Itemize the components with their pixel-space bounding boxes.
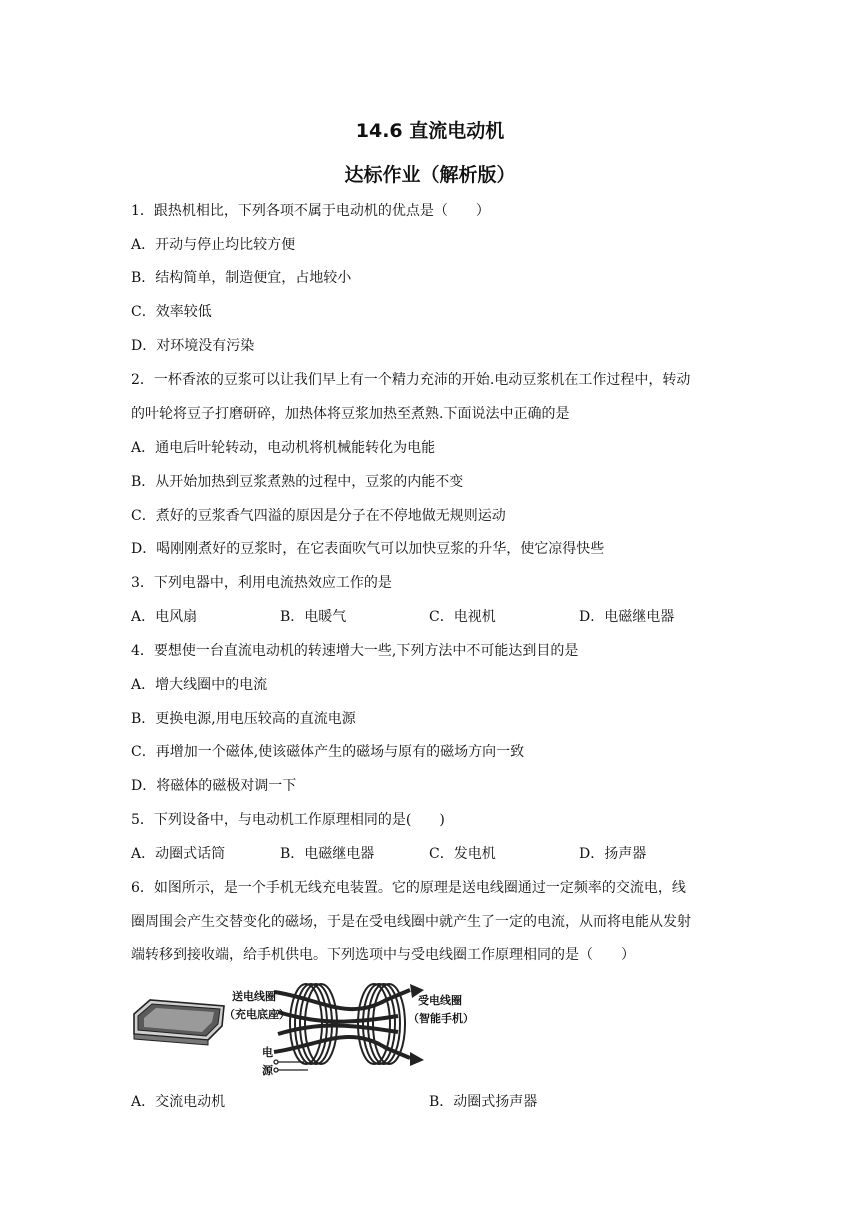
send-coil-label: 送电线圈 xyxy=(232,990,276,1003)
question-stem-line2: 圈周围会产生交替变化的磁场，于是在受电线圈中就产生了一定的电流，从而将电能从发射 xyxy=(131,914,691,930)
option-d: D．喝刚刚煮好的豆浆时，在它表面吹气可以加快豆浆的升华，使它凉得快些 xyxy=(131,541,605,557)
option-d: D．扬声器 xyxy=(579,846,647,862)
option-b: B．从开始加热到豆浆煮熟的过程中，豆浆的内能不变 xyxy=(131,474,464,490)
question-stem: 6．如图所示，是一个手机无线充电装置。它的原理是送电线圈通过一定频率的交流电，线 xyxy=(131,880,686,896)
option-b: B．电磁继电器 xyxy=(280,846,375,862)
option-a: A．电风扇 xyxy=(131,609,198,625)
power-label-2: 源 xyxy=(262,1064,273,1077)
page-subtitle: 达标作业（解析版） xyxy=(344,164,516,186)
wireless-charging-figure xyxy=(128,982,480,1082)
option-b: B．结构简单，制造便宜，占地较小 xyxy=(131,270,352,286)
page-title: 14.6 直流电动机 xyxy=(355,120,505,142)
receive-coil-sublabel: （智能手机） xyxy=(408,1012,474,1025)
option-b: B．电暖气 xyxy=(280,609,347,625)
question-stem-line2: 的叶轮将豆子打磨研碎，加热体将豆浆加热至煮熟.下面说法中正确的是 xyxy=(131,406,570,422)
question-stem-line3: 端转移到接收端，给手机供电。下列选项中与受电线圈工作原理相同的是（ ） xyxy=(131,947,635,963)
option-b: B．动圈式扬声器 xyxy=(429,1094,538,1110)
option-a: A．交流电动机 xyxy=(131,1094,226,1110)
question-stem: 2．一杯香浓的豆浆可以让我们早上有一个精力充沛的开始.电动豆浆机在工作过程中，转动 xyxy=(131,372,691,388)
power-label: 电 xyxy=(262,1046,273,1059)
option-a: A．动圈式话筒 xyxy=(131,846,226,862)
option-d: D．电磁继电器 xyxy=(579,609,675,625)
question-stem: 5．下列设备中，与电动机工作原理相同的是( ) xyxy=(131,812,445,828)
option-b: B．更换电源,用电压较高的直流电源 xyxy=(131,711,356,727)
question-stem: 1．跟热机相比，下列各项不属于电动机的优点是（ ） xyxy=(131,203,490,219)
option-c: C．发电机 xyxy=(429,846,496,862)
option-d: D．对环境没有污染 xyxy=(131,338,255,354)
option-c: C．煮好的豆浆香气四溢的原因是分子在不停地做无规则运动 xyxy=(131,508,506,524)
option-c: C．再增加一个磁体,使该磁体产生的磁场与原有的磁场方向一致 xyxy=(131,744,525,760)
power-leads xyxy=(274,1060,308,1072)
question-stem: 3．下列电器中，利用电流热效应工作的是 xyxy=(131,575,392,591)
option-c: C．电视机 xyxy=(429,609,496,625)
option-a: A．增大线圈中的电流 xyxy=(131,677,268,693)
option-c: C．效率较低 xyxy=(131,304,212,320)
option-d: D．将磁体的磁极对调一下 xyxy=(131,778,297,794)
question-stem: 4．要想使一台直流电动机的转速增大一些,下列方法中不可能达到目的是 xyxy=(131,643,579,659)
send-coil-sublabel: （充电底座） xyxy=(224,1008,290,1021)
option-a: A．通电后叶轮转动，电动机将机械能转化为电能 xyxy=(131,440,436,456)
option-a: A．开动与停止均比较方便 xyxy=(131,237,296,253)
phone-charger-image xyxy=(134,1000,224,1045)
receive-coil-label: 受电线圈 xyxy=(418,994,462,1007)
